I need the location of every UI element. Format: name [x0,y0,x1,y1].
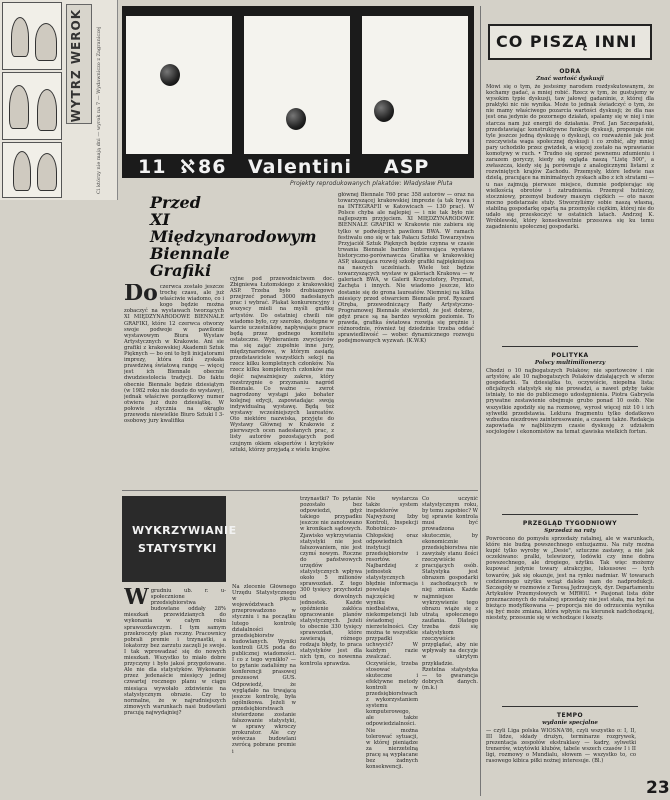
poster-panel [244,16,350,154]
section-label: TEMPO [556,712,584,719]
divider [502,706,638,707]
article-headline-box: WYKRZYWIANIE STATYSTYKI [122,496,226,582]
article-column: Na zlecenie Głównego Urzędu Statystycznego w pięciu województwach przeprowadzono w styczniu i na początku lutego kontrolę działalności przedsiębiorstw budowlanych. Wyniki kontroli GUS poda do publicznej wiadomości. I co z tego wynikło? — to pytanie zadaliśmy na konferencji prasowej prezesowi GUS. Odpowiedź, że wyglądało na trwającą jeszcze kontrolę, była ogólnikowa. Jeżeli w przedsiębiorstwach stwierdzone zostanie fałszowanie statystyki, w sprawy wkroczy prokurator. Ale czy wówczas budowlani zwrócą pobrane premie i [232,584,296,755]
section-subtitle: wydanie specjalne [542,720,598,726]
section-subtitle: Polscy multimilionerzy [534,360,606,366]
poster-glyph: ℵ [180,156,197,178]
divider [502,346,638,347]
comic-title: WYTRZ WEROK [66,4,92,124]
page-number: 23 [646,778,670,798]
section-label: PRZEGLĄD TYGODNIOWY [522,520,618,527]
poster-credit: Projekty reprodukowanych plakatów: Władysław Pluta [290,180,453,187]
article-column: Nie wystarcza także system inspektorów Najwyższej Izby Kontroli, Inspekcji Robotniczo-Chłopskiej oraz odpowiednich instytucji przedsiębiorstw i resortów. Najbardziej z jednostek statystycznych błędnie informacja powstaje najczęściej w wyniku niedbalstwa, niekompetencji lub świadomej nierzetelności. Czy można te wszystkie przypadki uchwycić? W każdym razie zwalczać. Oczywiście, trzeba stosować skuteczne i efektywne metody kontroli w przedsiębiorstwach z wykorzystaniem systemu komputerowego, ale także odpowiedzialności. Nie można tolerować sytuacji, w której pieniądze za nierzetelną pracę są wypłacane bez żadnych konsekwencji. [366,496,418,771]
press-review-column [482,16,658,796]
section-label: POLITYKA [551,352,589,359]
article-column: trzynastki? To pytanie pozostało bez odpowiedzi, gdyż takiego przypadku jeszcze nie zanotowano w kronikach sądowych. Zjawisko wykrzywiania statystyki nie jest fałszowaniem, nie jest czymś nowym. Roczne do państwowych urzędów statystycznych wpływa około 5 milionów sprawozdań. Z tego 300 tysięcy przychodzi od dowolnych jednostek. Każde opóźnienie zakłóca opracowanie planów statystycznych. Jeżeli to obecnie 330 tysięcy sprawozdań, które zawierają różnego rodzaju błędy, to praca statystyków jest dla nich tym, co nowenna kontrola sprawdza. [300,496,362,667]
poster-reproduction [122,6,474,178]
article-column: cyjne pod przewodnictwem doc. Zbigniewa Łutomskiego z krakowskiej ASP. Trzeba było drobiazgowo przejrzeć ponad 3000 nadesłanych prac i wybrać. Plakat konkurencyjny i wszyscy mieli na myśli grafikę artystów. Do ostatniej chwili nie wiadomo było, czy szeroko, dostępne w karcie uczestników, napływające prace będą przez godnego komitetu ostateczne. Wybieraniem zwycięzców ma się zająć zupełnie inne jury, międzynarodowe, w którym zasiądą przedstawiciele wszystkich sekcji na rzecz kilku kompletnych członków. Na rzecz kilku kompletnych członków ma dojść najważniejszy zakres, który rozstrzygnie o przyznaniu nagród Biennale. Co ważne — zwrot nagrodzony wystąpi jako bohater kolejnej edycji, zapowiadając swoją indywidualną wystawę. Będą też wystawy wcześniejszych laureatów. Oto niektóre nazwiska, przyjęte do Wystawy Głównej w Krakowie z pierwszych ocen nadesłanych prac, z listy autorów pozostających pod czujnym okiem ekspertów i krytyków sztuki, którzy przyjadą z wielu krajów. [230,276,334,453]
section-subtitle: Sprzedaż na raty [544,528,596,534]
comic-strip [0,0,118,200]
comic-panel [2,142,62,198]
section-subtitle: Znać wartość dyskusji [536,76,604,82]
comic-panel [2,2,62,70]
section-label: ODRA [559,68,581,75]
poster-panel [362,16,468,154]
article-column: Do czerwca zostało jeszcze trochę czasu, ale już właściwie wiadomo, co i kogo będzie można zobaczyć na wystawach tworzących XI MIĘDZYNARODOWE BIENNALE GRAFIKI, które 12 czerwca otworzy swoje podwoje w pawilonie wystawowym Biura Wystaw Artystycznych w Krakowie. Ani sie grafiki z krakowskiej Akademii Sztuk Pięknych — bo oni to byli inicjatorami imprezy, która dziś zyskała prawdziwą światową rangę — więcej jest ich Biennale obecnie dwudziestolecia tradycji. Do faktu obecnie Biennale będzie dziesiątym (w 1982 roku nie doszło do wystawy), jednak właściwe porządkowy numer otwiera już dużo dziesiątkę. W połowie stycznia na okrągło przewodu niewielkie Biuro Sztuki I 3-osobowy jury kwalifika [124,284,224,425]
poster-panel [126,16,232,154]
divider [480,6,481,796]
divider [502,514,638,515]
article-column: Co uczynić statystycznym roku, by temu zapobiec? W tej sprawie kontrola musi być prowadzona skutecznie, by ekonomicznie przedsiębiorstwa nie zawyżały stanu ilości rzeczywiście pracujących osób. Statystyka jest obrazem gospodarki i zachodzących w niej zmian. Każde najmniejsze wykrzywienie tego obrazu wiąże się z utratą społecznego zaufania. Dlatego trzeba dziś się statystykom rzeczywiście przyglądać, aby nie wpływały na decyzje w ukrytym przykładzie. Rzetelna statystyka — to gwarancja dobrych danych. (m.k.) [422,496,478,691]
poster-caption: 11 ℵ 86 Valentini ASP [138,156,430,178]
divider [122,490,478,491]
section-text: — czyli Liga polska WIOSNA'86, czyli wszystko o: I, II, III lidze, składy drużyn, terminarze rozgrywek, prezentacja zespołów ekstraklasy — kadry, sylwetki trenerów, wizytówki klubów, tabele wszech czasów I i II ligi, rozmowy o Mundialu, słowem — wszystko to, co rasowego kibica piłki nożnej interesuje. (Bl.) [486,728,636,765]
article-column: głównej Biennale 760 prac 358 autorów — oraz na towarzyszącej krakowskiej imprezie (a tak bywa i na INTEGRAFII w Katowicach — 130 prac). W Polsce chyba ale najlepiej — i nie tak było nie najlepszym przyjęciem. XI MIĘDZYNARODOWE BIENNALE GRAFIKI w Krakowie nie zabiera się tylko w podwójnych pawilonu BWA. W ramach festiwalu ono się w tak Pałacu Sztuki Towarzystwa Przyjaciół Sztuk Pięknych będzie czynna w czasie trwania Biennale bardzo interesująca wystawa historyczno-porównawcza Grafika w krakowskiej ASP, ukazująca rozwój szkoły grafiki najpiękniejsza na naszych uczelniach. Wiele też będzie towarzyszących wystaw w galeriach Krakowa — w galeriach BWA, w Galerii Krzysztofory, Pryzmat, Zachęta i innych. Nie wiadomo jeszcze, kto dostanie się do grona laureatów. Niemniej na kilka miesięcy przed otwarciem Biennale prof. Ryszard Otręba, przewodniczący Rady Artystyczno-Programowej Biennale stwierdził, że jest dobrze, gdyż prace są na bardzo wysokim poziomie. To prawda, grafika światowa rozwija się prężnie i różnorodnie, również tej dziedzinie trzeba oddać sprawiedliwość — wobec dynamicznego rozwoju podejmowanych wyzwań. (K.W.K) [338,192,474,345]
article-headline: Przed XI Międzynarodowym Biennale Grafiki [150,193,317,280]
section-text: Mówi się o tym, że jesteśmy narodem rozdyskutowanym, że kochamy gadać, a mniej robić. Rzecz w tym, że gustujemy w wysokim typie dyskusji, taw jałowej gadaninie, z której dla praktyki nic nie wynika. Może to jednak świadczyć o tym, że nie mamy właściwego pozarcia wartości dyskusji; że dla nas jest ona jedynie do pozornego działań, spalamy się w niej i nie starcza nam już energii do działania. Prof. Jan Szczepański, przedstawiając konstruktywne funkcje dyskusji, proponuje nie tyle jeszcze jedną dyskusję o dyskusji, co rozważenie jak jest rzeczywista waga społecznej dyskusji i co zrobić, aby mniej pary uchodziło przez gwizdek, a więcej zostało na wprawianie komotywy w ruch. • Trudno się oprzeć pewnemu zdumieniu i zarazem goryczy, kiedy się ogląda naszą "Listę 500", a zwłaszcza, kiedy się ją porównuje z analogicznymi listami z rozwiniętych krajów Zachodu. Przemysły, które ledwie nas dzielą, pracujące na minimalnych zyskach albo z ich stratami — u nas zajmują pierwsze miejsce, dumnie podpierając się wielkością obrotów i zatrudnienia. Przemysł hutniczy, stoczniowy, przemysł budowy maszyn ciężkich — oto nasze mocno podstarzałe stuły. Stworzyliśmy sobie naszą własną, stabilną gospodarkę opartą na przemyśle ciężkim, której nie do udało się przeskoczyć w ostatnich latach. Andrzej K. Wróblewski, który konsekwentnie przesuwa się ku temu zagadnieniu społecznej gospodarki. [486,84,654,231]
section-text: Powrócono do pomysłu sprzedaży ratalnej, ale w warunkach, które nie budzą powszechnego entuzjazmu. Na raty można kupić tylko wyroby w „Desie", sztuczne zastawy, a nie jak oczekiwano: pralki, telewizory, lodówki czy inne dobra powszechnego, ale drogiego, użytku. Tak więc możemy kupować jedynie towary atrakcyjne, luksusowe — tych towarów, jak się okazuje, jest na rynku nadmiar. W towarach codziennego użytku wciąż daleko nam do nadprodukcji. Szczegóły w rozmowie z Teresą Jędrzejczyk, dyr. Departamentu Artykułów Przemysłowych w MRWiU. • Pasjonat lista dóbr przeznaczonych do ratalnej sprzedaży nie jest stała, ma być na bieżąco modyfikowana — proporcja nie do odrzucenia wynika się być może zmiana, która wpłynie na kierunek nadchodzącej, niestety, przesunie się w wchodzące i koszty. [486,536,654,622]
article-column: Wgrudniu ub. r. u- społecznione przedsiębiorstwa budowlane oddały 28% mieszkań przewidzianych do wykonania w całym roku sprawozdawczym. I tym samym przekroczyły plan roczny. Pracownicy pobrali premie i trzynastki, a lokatorzy bez zarzutu zaczęli je swoje. I tak wprowadzać się do nowych mieszkań. Wszystko to miało dobre przyczyny i było jakoś przygotowane. Ale nie dla statystyków. Wykonanie przez jedenaście miesięcy jednej czwartej rocznego planu w ciągu miesiąca wywołało zdziwienie na statystycznym obrazie. Czy to normalne, że w najrudniejszych zimowych warunkach nasi budowlani pracują najwydajniej? [124,588,226,716]
comic-panel [2,72,62,140]
comic-side-text: Ci którzy nie mają dni — wyrok na 7 — Wydawniczo z Zagraniczej [96,26,102,194]
section-text: Chodzi o 10 najbogatszych Polaków; nie sportowców i nie artystów, ale 10 najbogatszych Polaków działających w sferze gospodarki. Ta dziesiątka to, oczywiście, niepełna lista; oficjalnych statystyk się nie prowadzi, a nawet gdyby takie istniały, to nie do publicznego udostępnienia. Piotra Gabryela prywatne zestawienie obejmuje grubo ponad 10 osób. Nie wszystkie zgodziły się na rozmowę, wyrosł więcej niż 10 i ich sylwetki przedstawia. Lektura fragmentu tylko dodatkowo wzbudza niezdrowe zainteresowanie, a czasem także. Redakcja zapowiada w najbliższym czasie dyskusję z udziałem socjologów i ekonomistów na temat zjawiska wielkich fortun. [486,368,654,435]
press-review-title-box: CO PISZĄ INNI [488,24,652,60]
